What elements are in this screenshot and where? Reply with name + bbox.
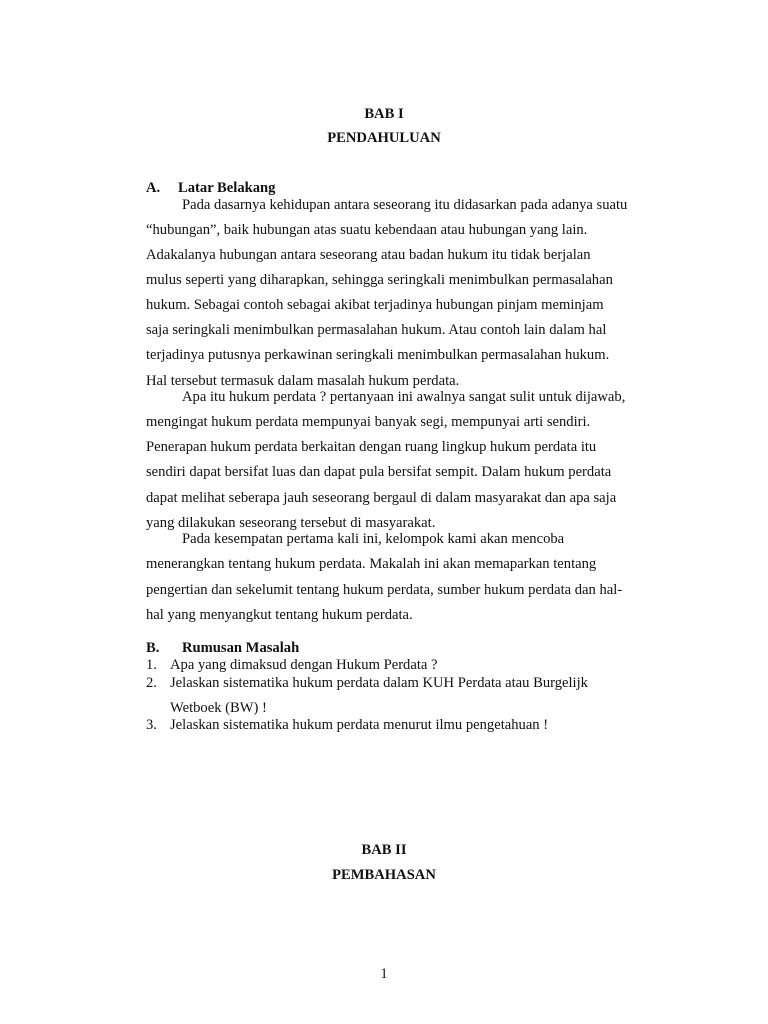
paragraph-line: menerangkan tentang hukum perdata. Makalah ini akan memaparkan tentang — [146, 556, 597, 572]
paragraph-line: mulus seperti yang diharapkan, sehingga seringkali menimbulkan permasalahan — [146, 272, 613, 288]
chapter-1-title: PENDAHULUAN — [327, 130, 441, 146]
paragraph-line: terjadinya putusnya perkawinan seringkali menimbulkan permasalahan hukum. — [146, 347, 610, 363]
paragraph-line: Hal tersebut termasuk dalam masalah hukum perdata. — [146, 373, 460, 389]
list-item-continuation: Wetboek (BW) ! — [170, 700, 267, 716]
paragraph-line: saja seringkali menimbulkan permasalahan hukum. Atau contoh lain dalam hal — [146, 322, 607, 338]
paragraph-line: mengingat hukum perdata mempunyai banyak segi, mempunyai arti sendiri. — [146, 414, 591, 430]
list-item: Jelaskan sistematika hukum perdata menurut ilmu pengetahuan ! — [170, 717, 549, 733]
paragraph-line: sendiri dapat bersifat luas dan dapat pula bersifat sempit. Dalam hukum perdata — [146, 464, 612, 480]
section-b-label: B. — [146, 640, 160, 656]
paragraph-line: Apa itu hukum perdata ? pertanyaan ini awalnya sangat sulit untuk dijawab, — [182, 389, 626, 405]
chapter-2-title: PEMBAHASAN — [332, 867, 436, 883]
paragraph-line: dapat melihat seberapa jauh seseorang bergaul di dalam masyarakat dan apa saja — [146, 490, 617, 506]
paragraph-line: yang dilakukan seseorang tersebut di masyarakat. — [146, 515, 436, 531]
list-item-number: 1. — [146, 657, 157, 673]
paragraph-line: Pada kesempatan pertama kali ini, kelompok kami akan mencoba — [182, 531, 565, 547]
list-item: Apa yang dimaksud dengan Hukum Perdata ? — [170, 657, 438, 673]
paragraph-line: hukum. Sebagai contoh sebagai akibat terjadinya hubungan pinjam meminjam — [146, 297, 604, 313]
paragraph-line: pengertian dan sekelumit tentang hukum perdata, sumber hukum perdata dan hal- — [146, 582, 623, 598]
chapter-1-number: BAB I — [364, 106, 404, 122]
section-a-heading: Latar Belakang — [178, 180, 276, 196]
page-number: 1 — [380, 966, 388, 982]
paragraph-line: hal yang menyangkut tentang hukum perdata. — [146, 607, 413, 623]
paragraph-line: Penerapan hukum perdata berkaitan dengan ruang lingkup hukum perdata itu — [146, 439, 597, 455]
section-b-heading: Rumusan Masalah — [182, 640, 300, 656]
paragraph-line: “hubungan”, baik hubungan atas suatu kebendaan atau hubungan yang lain. — [146, 222, 588, 238]
chapter-2-number: BAB II — [361, 842, 407, 858]
paragraph-line: Adakalanya hubungan antara seseorang atau badan hukum itu tidak berjalan — [146, 247, 591, 263]
paragraph-line: Pada dasarnya kehidupan antara seseorang itu didasarkan pada adanya suatu — [182, 197, 628, 213]
list-item: Jelaskan sistematika hukum perdata dalam KUH Perdata atau Burgelijk — [170, 675, 588, 691]
list-item-number: 2. — [146, 675, 157, 691]
section-a-label: A. — [146, 180, 161, 196]
list-item-number: 3. — [146, 717, 157, 733]
